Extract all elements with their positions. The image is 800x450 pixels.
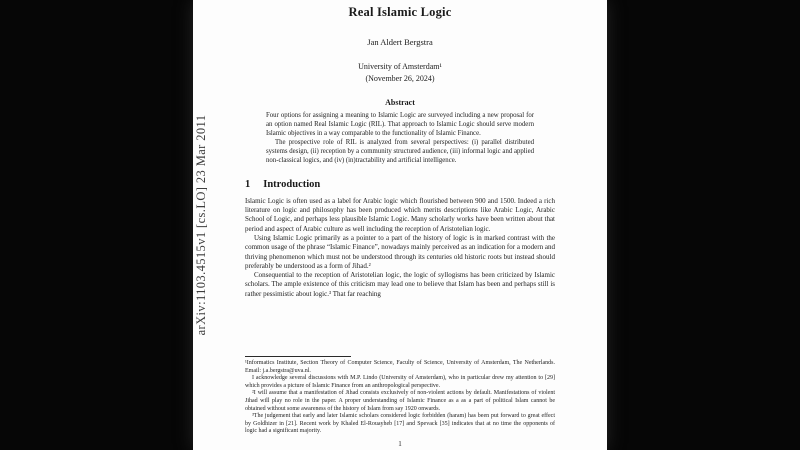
abstract-heading: Abstract — [385, 98, 415, 107]
footnote: ¹Informatics Institute, Section Theory of Computer Science, Faculty of Science, University of Amsterdam, The Netherlands. Email: j.a.bergstra@uva.nl. — [245, 359, 555, 374]
paper-title: Real Islamic Logic — [348, 5, 452, 19]
footnote: ³The judgement that early and later Islamic scholars considered logic forbidden (haram) has been put forward to great effect by Goldhizer in [21]. Recent work by Khaled El-Rouayheb [17] and Spevack [35] indicates that at no time the opponents of logic had a significant majority. — [245, 413, 555, 435]
footnote-rule — [245, 356, 351, 357]
paper-date: (November 26, 2024) — [365, 74, 435, 83]
arxiv-watermark: arXiv:1103.4515v1 [cs.LO] 23 Mar 2011 — [194, 114, 208, 336]
section-heading — [193, 179, 607, 190]
paper-affiliation: University of Amsterdam¹ — [358, 62, 442, 71]
abstract-section — [266, 98, 534, 166]
footnote: I acknowledge several discussions with M.P. Lindo (University of Amsterdam), who in particular drew my attention to [29] which provides a picture of Islamic Finance from an anthropological perspective. — [245, 375, 555, 389]
page-number: 1 — [398, 440, 402, 448]
paper-author: Jan Aldert Bergstra — [367, 37, 433, 47]
abstract-paragraph: The prospective role of RIL is analyzed from several perspectives: (i) parallel distributed systems design, (ii) reception by a community structured audience, (iii) informal logic and applied non-classical logics, and (iv) (in)tractability and artificial intelligence. — [266, 138, 534, 164]
body-paragraph: Islamic Logic is often used as a label for Arabic logic which flourished between 900 and 1500. Indeed a rich literature on logic and philosophy has been produced which merits descriptions like Arabic Logic, Arabic School of Logic, and perhaps less plausible Islamic Logic. Many scholarly works have been written about that period and aspect of Arabic culture as well including the reception of Aristotelian logic. — [245, 196, 555, 233]
abstract-paragraph: Four options for assigning a meaning to Islamic Logic are surveyed including a new proposal for an option named Real Islamic Logic (RIL). That approach to Islamic Logic should serve modern Islamic objectives in a way comparable to the functionality of Islamic Finance. — [266, 112, 534, 137]
footnotes-block — [245, 356, 555, 436]
section-title: Introduction — [263, 178, 321, 190]
footnote: ²I will assume that a manifestation of Jihad consists exclusively of non-violent actions by default. Manifestations of violent Jihad will play no role in the paper. A proper understanding of Islamic Finance as a as a part of political Islam cannot be obtained without some awareness of the history of Islam from say 1920 onwards. — [245, 390, 555, 412]
section-body — [193, 197, 607, 299]
body-paragraph: Using Islamic Logic primarily as a pointer to a part of the history of logic is in marked contrast with the common usage of the phrase “Islamic Finance”, nowadays mainly perceived as an indication for a modern and thriving phenomenon which must not be understood through its centuries old historic roots but instead should preferably be understood as a form of Jihad.² — [245, 234, 555, 270]
section-number: 1 — [245, 178, 251, 190]
paper-page — [193, 0, 607, 450]
body-paragraph: Consequential to the reception of Aristotelian logic, the logic of syllogisms has been criticized by Islamic scholars. The ample existence of this criticism may lead one to believe that Islam has been and perhaps still is rather pessimistic about logic.³ That far reaching — [245, 271, 555, 298]
